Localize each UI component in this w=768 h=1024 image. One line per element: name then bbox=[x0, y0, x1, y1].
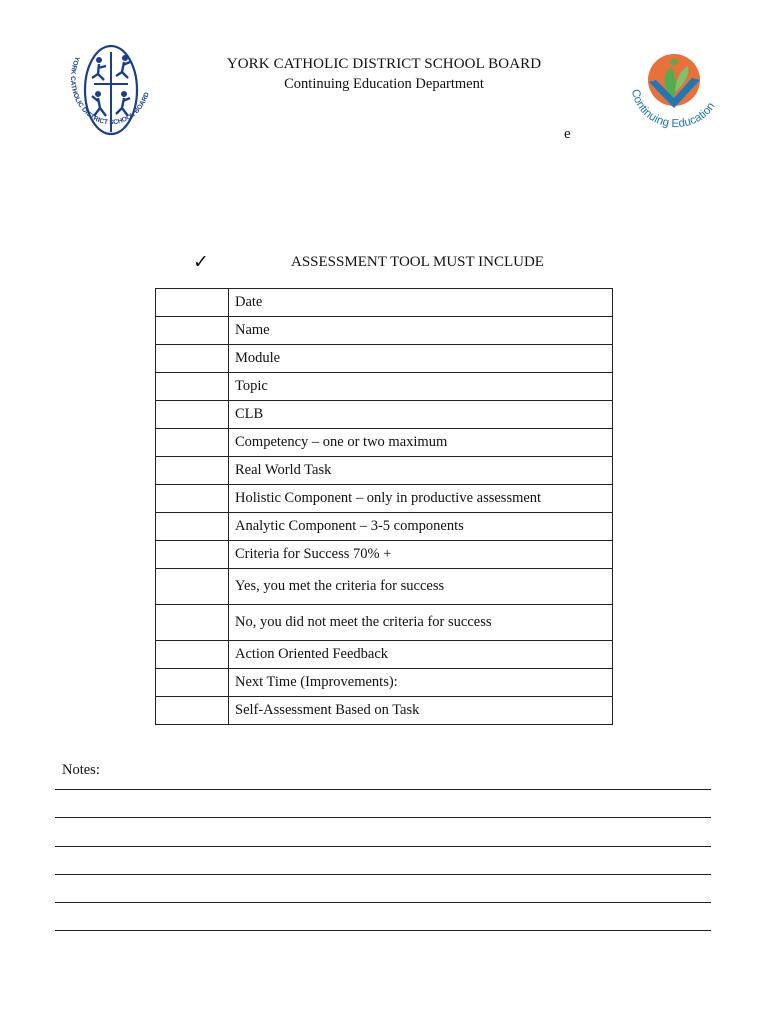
ycdsb-seal-icon bbox=[54, 38, 166, 146]
board-name: YORK CATHOLIC DISTRICT SCHOOL BOARD bbox=[226, 56, 542, 72]
checkbox-cell[interactable] bbox=[156, 697, 229, 725]
assessment-checklist-table bbox=[155, 288, 613, 725]
checkbox-cell[interactable] bbox=[156, 345, 229, 373]
checklist-heading: ASSESSMENT TOOL MUST INCLUDE bbox=[291, 254, 544, 270]
table-row bbox=[156, 641, 613, 669]
checkbox-cell[interactable] bbox=[156, 401, 229, 429]
checkbox-cell[interactable] bbox=[156, 289, 229, 317]
notes-writing-line[interactable] bbox=[55, 789, 711, 790]
table-row bbox=[156, 373, 613, 401]
table-row bbox=[156, 457, 613, 485]
stray-character: e bbox=[564, 126, 571, 142]
item-label: CLB bbox=[229, 401, 613, 429]
item-label: Analytic Component – 3-5 components bbox=[229, 513, 613, 541]
continuing-education-logo-icon bbox=[622, 52, 726, 146]
table-row bbox=[156, 513, 613, 541]
checkbox-cell[interactable] bbox=[156, 569, 229, 605]
item-label: Module bbox=[229, 345, 613, 373]
checkbox-cell[interactable] bbox=[156, 317, 229, 345]
notes-writing-line[interactable] bbox=[55, 817, 711, 818]
department-name: Continuing Education Department bbox=[284, 76, 484, 92]
table-row bbox=[156, 429, 613, 457]
checkbox-cell[interactable] bbox=[156, 429, 229, 457]
item-label: Name bbox=[229, 317, 613, 345]
item-label: Criteria for Success 70% + bbox=[229, 541, 613, 569]
table-row bbox=[156, 317, 613, 345]
checkbox-cell[interactable] bbox=[156, 605, 229, 641]
table-row bbox=[156, 605, 613, 641]
table-row bbox=[156, 401, 613, 429]
notes-writing-line[interactable] bbox=[55, 874, 711, 875]
notes-writing-line[interactable] bbox=[55, 846, 711, 847]
item-label: Date bbox=[229, 289, 613, 317]
item-label: Action Oriented Feedback bbox=[229, 641, 613, 669]
table-row bbox=[156, 541, 613, 569]
item-label: Yes, you met the criteria for success bbox=[229, 569, 613, 605]
item-label: Self-Assessment Based on Task bbox=[229, 697, 613, 725]
item-label: Next Time (Improvements): bbox=[229, 669, 613, 697]
item-label: Topic bbox=[229, 373, 613, 401]
svg-text:YORK CATHOLIC DISTRICT SCHOOL bbox=[69, 55, 151, 126]
checkbox-cell[interactable] bbox=[156, 457, 229, 485]
table-row bbox=[156, 289, 613, 317]
item-label: Holistic Component – only in productive assessment bbox=[229, 485, 613, 513]
notes-writing-line[interactable] bbox=[55, 930, 711, 931]
checkbox-cell[interactable] bbox=[156, 513, 229, 541]
item-label: Competency – one or two maximum bbox=[229, 429, 613, 457]
seal-ring-text: YORK CATHOLIC DISTRICT SCHOOL BOARD bbox=[68, 55, 151, 127]
checkbox-cell[interactable] bbox=[156, 669, 229, 697]
table-row bbox=[156, 569, 613, 605]
checkbox-cell[interactable] bbox=[156, 373, 229, 401]
notes-writing-line[interactable] bbox=[55, 902, 711, 903]
checkbox-cell[interactable] bbox=[156, 485, 229, 513]
table-row bbox=[156, 485, 613, 513]
item-label: No, you did not meet the criteria for success bbox=[229, 605, 613, 641]
checkmark-icon: ✓ bbox=[193, 251, 209, 273]
table-row bbox=[156, 697, 613, 725]
checkbox-cell[interactable] bbox=[156, 541, 229, 569]
table-row bbox=[156, 669, 613, 697]
notes-label: Notes: bbox=[62, 762, 100, 778]
continuing-education-logo-text: Continuing Education bbox=[628, 88, 718, 131]
table-row bbox=[156, 345, 613, 373]
item-label: Real World Task bbox=[229, 457, 613, 485]
checkbox-cell[interactable] bbox=[156, 641, 229, 669]
